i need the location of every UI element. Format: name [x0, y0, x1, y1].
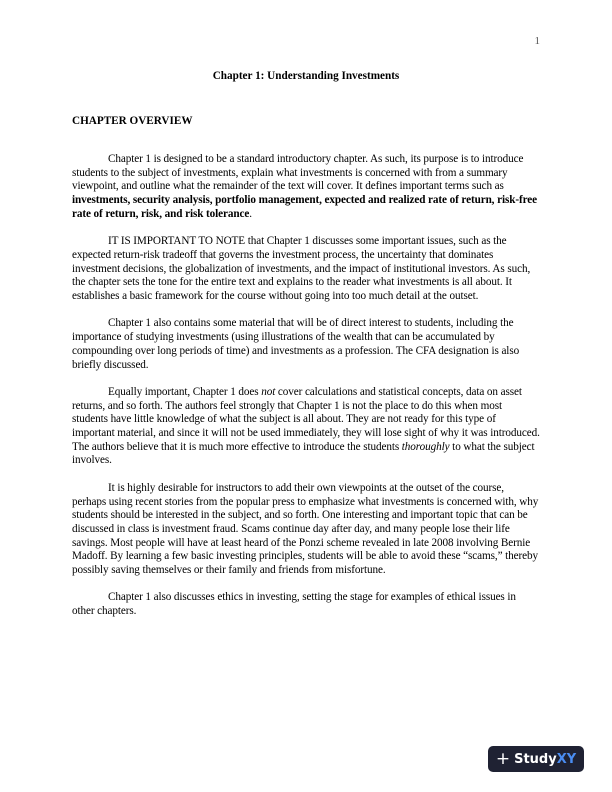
chapter-title: Chapter 1: Understanding Investments — [212, 70, 400, 82]
emphasis-not: not — [261, 385, 276, 398]
plus-icon: + — [495, 748, 511, 769]
paragraph-2: IT IS IMPORTANT TO NOTE that Chapter 1 discusses some important issues, such as the expected return-risk tradeoff that governs the investment process, the uncertainty that dominates investment decisions, the globalization of investments, and the impact of institutional investors. As such, the chapter sets the tone for the entire text and explains to the reader what investments is all about. It establishes a basic framework for the course without going into too much detail at the outset. — [72, 235, 531, 303]
logo-text-study: Study — [514, 751, 557, 767]
emphasis-thoroughly: thoroughly — [401, 440, 450, 453]
page-number: 1 — [534, 35, 540, 47]
paragraph-4-text-a: Equally important, Chapter 1 does — [108, 385, 262, 398]
paragraph-1 — [72, 153, 540, 222]
logo-text-xy: XY — [556, 751, 577, 767]
section-heading: CHAPTER OVERVIEW — [72, 115, 193, 127]
paragraph-4-text-c: to what the subject involves. — [72, 440, 535, 467]
paragraph-3: Chapter 1 also contains some material that will be of direct interest to students, including the importance of studying investments (using illustrations of the wealth that can be accumulated by compounding over long periods of time) and investments as a profession. The CFA designation is also briefly discussed. — [72, 317, 520, 371]
paragraph-4-text-b: cover calculations and statistical concepts, data on asset returns, and so forth. The authors feel strongly that Chapter 1 is not the place to do this when most students have little knowledge of what the subject is all about. They are not ready for this type of important material, and since it will not be used immediately, they will lose sight of why it was introduced. The authors believe that it is much more effective to introduce the students — [72, 385, 540, 453]
studyxy-logo — [488, 746, 584, 772]
paragraph-6: Chapter 1 also discusses ethics in investing, setting the stage for examples of ethical issues in other chapters. — [72, 591, 516, 618]
paragraph-1-text: Chapter 1 is designed to be a standard introductory chapter. As such, its purpose is to introduce students to the subject of investments, explain what investments is concerned with from a summary viewpoint, and outline what the remainder of the text will cover. It defines important terms such as — [72, 153, 524, 193]
key-terms: investments, security analysis, portfolio management, expected and realized rate of return, risk-free rate of return, risk, and risk tolerance — [72, 194, 537, 220]
body-text — [72, 153, 540, 633]
paragraph-5: It is highly desirable for instructors to add their own viewpoints at the outset of the course, perhaps using recent stories from the popular press to emphasize what investments is concerned with, why students should be interested in the subject, and so forth. One interesting and important topic that can be discussed in class is investment fraud. Scams continue day after day, and many people lose their life savings. Most people will have at least heard of the Ponzi scheme revealed in late 2008 involving Bernie Madoff. By learning a few basic investing principles, students will be able to avoid these “scams,” thereby possibly saving themselves or their family and friends from misfortune. — [72, 481, 539, 577]
paragraph-1-end: . — [249, 207, 252, 220]
paragraph-4 — [72, 386, 540, 468]
